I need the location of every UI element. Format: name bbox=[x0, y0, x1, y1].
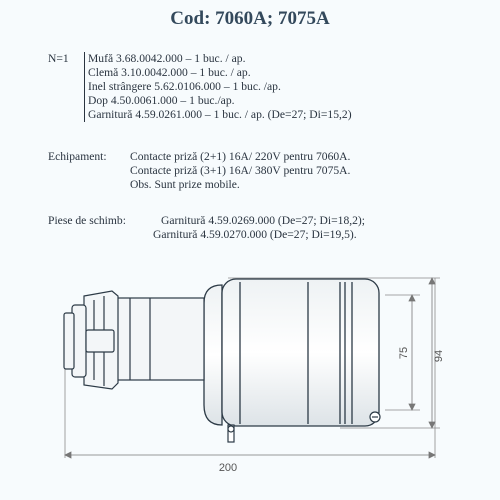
parts-item: Garnitură 4.59.0261.000 – 1 buc. / ap. (De=27; Di=15,2) bbox=[88, 108, 352, 121]
parts-item: Dop 4.50.0061.000 – 1 buc./ap. bbox=[88, 94, 235, 107]
page-title: Cod: 7060A; 7075A bbox=[170, 8, 330, 29]
plug-body bbox=[204, 279, 379, 426]
dimension-label-94: 94 bbox=[433, 349, 445, 363]
spares-line: Garnitură 4.59.0270.000 (De=27; Di=19,5). bbox=[153, 228, 357, 241]
dimension-label-75: 75 bbox=[398, 346, 410, 360]
parts-quantity-label: N=1 bbox=[48, 52, 69, 65]
equipment-line: Obs. Sunt prize mobile. bbox=[130, 178, 240, 191]
dimension-length bbox=[65, 452, 435, 458]
socket-front bbox=[64, 291, 204, 389]
parts-item: Clemă 3.10.0042.000 – 1 buc. / ap. bbox=[88, 66, 251, 79]
spares-line: Garnitură 4.59.0269.000 (De=27; Di=18,2); bbox=[161, 214, 366, 227]
parts-item: Mufă 3.68.0042.000 – 1 buc. / ap. bbox=[88, 52, 246, 65]
bottom-pin-icon bbox=[228, 425, 234, 442]
dimension-label-200: 200 bbox=[218, 462, 238, 474]
screw-icon bbox=[370, 412, 380, 422]
spares-label: Piese de schimb: bbox=[48, 214, 126, 227]
equipment-line: Contacte priză (3+1) 16A/ 380V pentru 7075A. bbox=[130, 164, 351, 177]
equipment-label: Echipament: bbox=[48, 150, 107, 163]
equipment-line: Contacte priză (2+1) 16A/ 220V pentru 7060A. bbox=[130, 150, 351, 163]
parts-item: Inel strângere 5.62.0106.000 – 1 buc. /ap. bbox=[88, 80, 281, 93]
